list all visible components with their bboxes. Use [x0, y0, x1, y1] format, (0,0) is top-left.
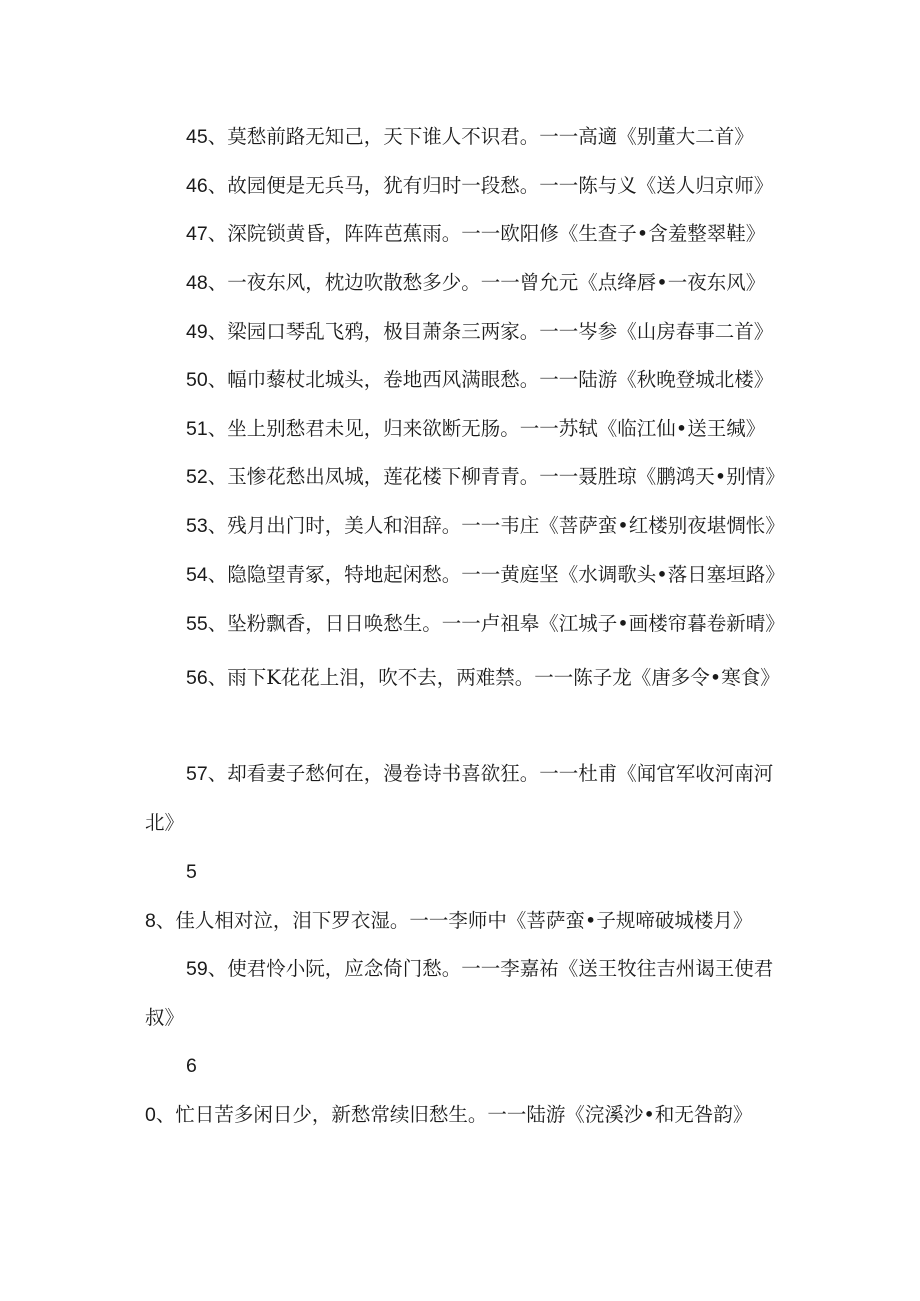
poem-line-48	[145, 259, 795, 308]
line-number: 48	[186, 272, 208, 294]
line-number: 52	[186, 466, 208, 488]
line-number: 54	[186, 564, 208, 586]
line-text: 、却看妻子愁何在，漫卷诗书喜欲狂。一一杜甫《闻官军收河南河北》	[145, 762, 774, 834]
poem-line-51	[145, 405, 795, 454]
line-text: 、隐隐望青冢，特地起闲愁。一一黄庭坚《水调歌头•落日塞垣路》	[207, 563, 785, 586]
line-text: 、幅巾藜杖北城头，卷地西风满眼愁。一一陆游《秋晚登城北楼》	[207, 368, 774, 391]
poem-line-52	[145, 453, 795, 502]
line-number: 56	[186, 667, 208, 689]
line-number: 46	[186, 175, 208, 197]
line-number: 58	[145, 861, 197, 932]
poem-line-59	[145, 945, 795, 1042]
poem-line-57	[145, 750, 795, 847]
poem-line-54	[145, 551, 795, 600]
line-number: 59	[186, 958, 208, 980]
line-text: 、佳人相对泣，泪下罗衣湿。一一李师中《菩萨蛮•子规啼破城楼月》	[155, 908, 753, 932]
poem-line-56	[145, 654, 795, 703]
line-text: 、梁园口琴乱飞鸦，极目萧条三两家。一一岑参《山房春事二首》	[207, 320, 774, 343]
line-text: 、坐上别愁君未见，归来欲断无肠。一一苏轼《临江仙•送王缄》	[207, 417, 766, 440]
line-text: 、莫愁前路无知己，天下谁人不识君。一一高適《别董大二首》	[207, 125, 754, 148]
poem-line-55	[145, 600, 795, 649]
line-number: 50	[186, 369, 208, 391]
line-number: 47	[186, 223, 208, 245]
line-number: 57	[186, 763, 208, 785]
poem-line-47	[145, 210, 795, 259]
line-text: 、忙日苦多闲日少，新愁常续旧愁生。一一陆游《浣溪沙•和无咎韵》	[155, 1102, 753, 1126]
poem-line-45	[145, 113, 795, 162]
line-number: 53	[186, 515, 208, 537]
poem-line-53	[145, 502, 795, 551]
line-text: 、一夜东风，枕边吹散愁多少。一一曾允元《点绛唇•一夜东风》	[207, 271, 766, 294]
line-number: 49	[186, 321, 208, 343]
poem-line-58	[145, 848, 795, 945]
line-text: 、残月出门时，美人和泪辞。一一韦庄《菩萨蛮•红楼别夜堪惆怅》	[207, 514, 785, 537]
poem-line-60	[145, 1042, 795, 1139]
line-number: 45	[186, 126, 208, 148]
poem-line-46	[145, 162, 795, 211]
line-number: 51	[186, 418, 208, 440]
line-text: 、使君怜小阮，应念倚门愁。一一李嘉祐《送王牧往吉州谒王使君叔》	[145, 957, 774, 1029]
poem-line-50	[145, 356, 795, 405]
poem-line-49	[145, 308, 795, 357]
line-number: 55	[186, 613, 208, 635]
line-text: 、深院锁黄昏，阵阵芭蕉雨。一一欧阳修《生查子•含羞整翠鞋》	[207, 222, 766, 245]
line-text: 、故园便是无兵马，犹有归时一段愁。一一陈与义《送人归京师》	[207, 174, 774, 197]
line-text: 、雨下K花花上泪，吹不去，两难禁。一一陈子龙《唐多令•寒食》	[207, 666, 780, 689]
line-number: 60	[145, 1055, 197, 1126]
line-text: 、坠粉飘香，日日唤愁生。一一卢祖皋《江城子•画楼帘暮卷新晴》	[207, 612, 785, 635]
line-text: 、玉惨花愁出凤城，莲花楼下柳青青。一一聂胜琼《鹏鸿天•别情》	[207, 465, 785, 488]
